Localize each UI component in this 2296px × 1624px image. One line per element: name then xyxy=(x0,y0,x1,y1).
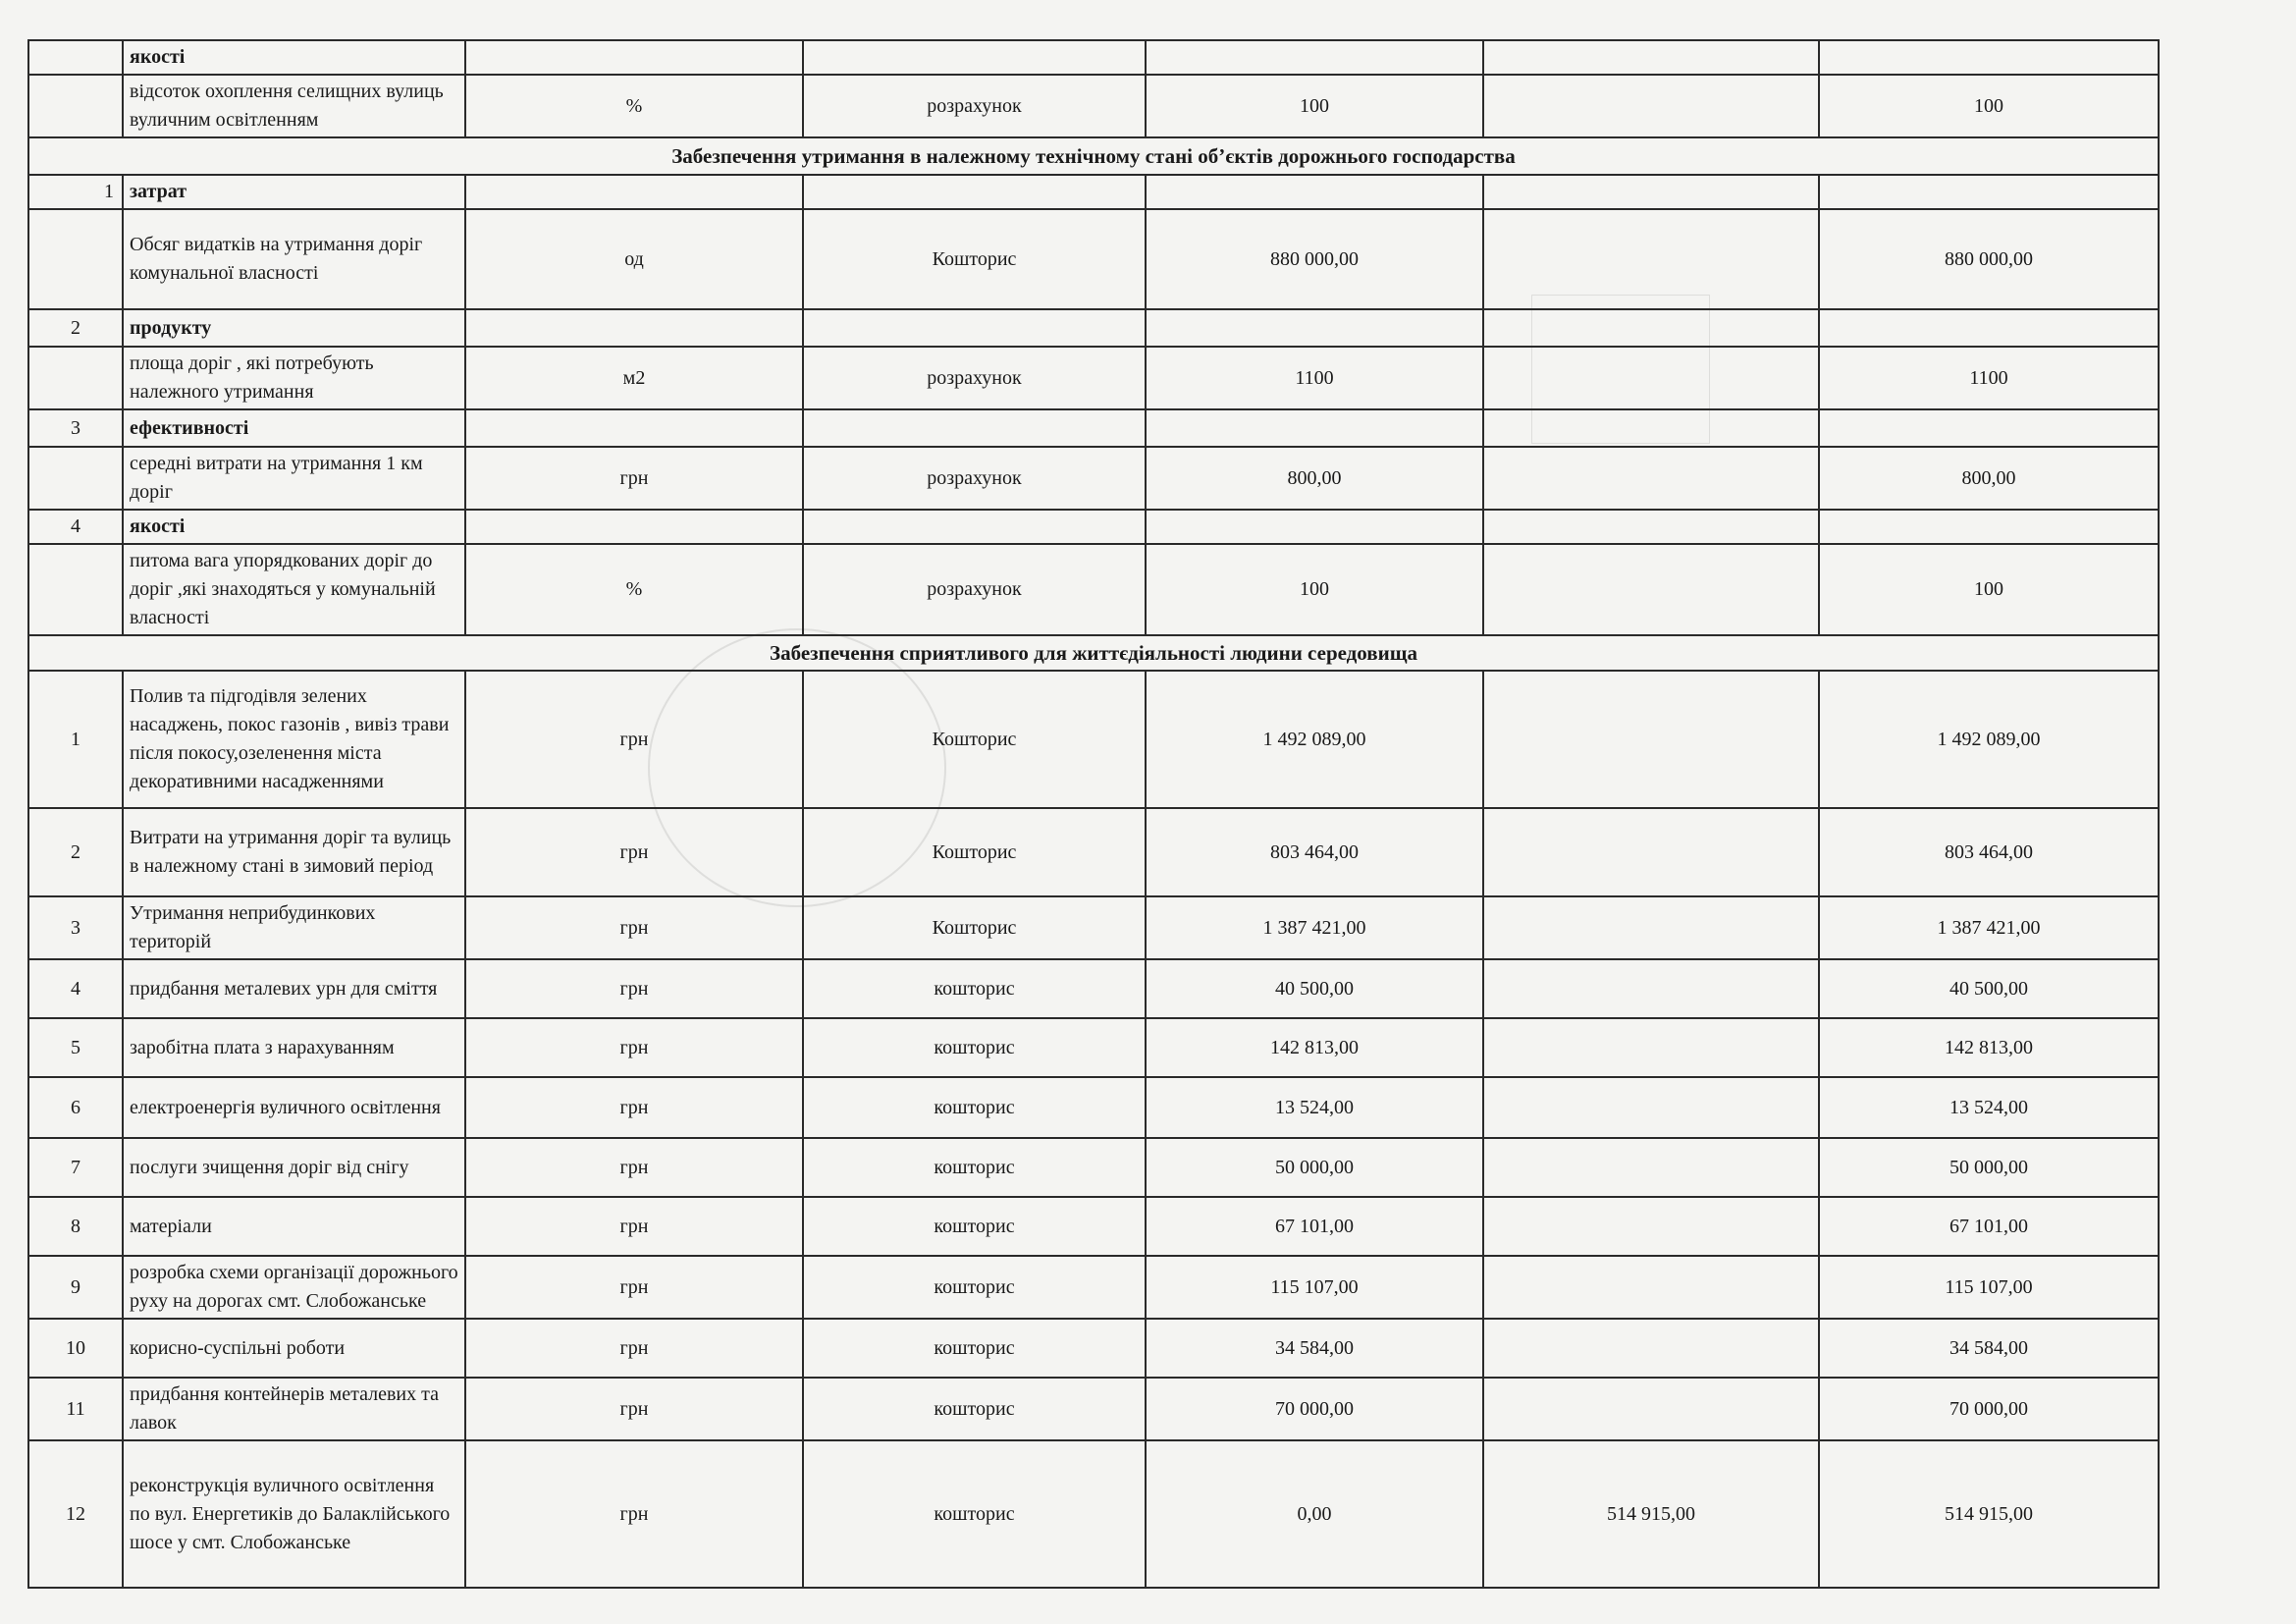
row-number xyxy=(28,209,123,309)
total-value: 40 500,00 xyxy=(1819,959,2159,1018)
general-fund-value: 40 500,00 xyxy=(1146,959,1483,1018)
indicator-name: корисно-суспільні роботи xyxy=(123,1319,465,1378)
unit-of-measure: м2 xyxy=(465,347,803,409)
indicator-name: заробітна плата з нарахуванням xyxy=(123,1018,465,1077)
total-value: 67 101,00 xyxy=(1819,1197,2159,1256)
empty-cell xyxy=(465,175,803,209)
total-value: 880 000,00 xyxy=(1819,209,2159,309)
empty-cell xyxy=(803,309,1146,347)
row-number: 10 xyxy=(28,1319,123,1378)
table-row xyxy=(28,1018,2159,1077)
empty-cell xyxy=(1819,40,2159,75)
indicator-name: Утримання неприбудинкових територій xyxy=(123,896,465,959)
section-title: Забезпечення утримання в належному технічному стані об’єктів дорожнього господарства xyxy=(28,137,2159,175)
total-value: 1 492 089,00 xyxy=(1819,671,2159,808)
total-value: 803 464,00 xyxy=(1819,808,2159,896)
special-fund-value xyxy=(1483,1197,1819,1256)
special-fund-value xyxy=(1483,447,1819,510)
total-value: 1 387 421,00 xyxy=(1819,896,2159,959)
information-source: розрахунок xyxy=(803,544,1146,635)
table-row xyxy=(28,347,2159,409)
total-value: 115 107,00 xyxy=(1819,1256,2159,1319)
table-row xyxy=(28,1197,2159,1256)
table-row xyxy=(28,75,2159,137)
unit-of-measure: грн xyxy=(465,896,803,959)
section-header-row xyxy=(28,137,2159,175)
table-row xyxy=(28,1440,2159,1588)
special-fund-value xyxy=(1483,808,1819,896)
indicator-category-row xyxy=(28,510,2159,544)
empty-cell xyxy=(1483,40,1819,75)
general-fund-value: 50 000,00 xyxy=(1146,1138,1483,1197)
table-row xyxy=(28,896,2159,959)
unit-of-measure: грн xyxy=(465,1319,803,1378)
information-source: кошторис xyxy=(803,1197,1146,1256)
empty-cell xyxy=(465,40,803,75)
general-fund-value: 67 101,00 xyxy=(1146,1197,1483,1256)
special-fund-value xyxy=(1483,896,1819,959)
budget-indicators-table xyxy=(27,39,2160,1589)
section-header-row xyxy=(28,635,2159,671)
special-fund-value xyxy=(1483,1378,1819,1440)
general-fund-value: 34 584,00 xyxy=(1146,1319,1483,1378)
general-fund-value: 803 464,00 xyxy=(1146,808,1483,896)
special-fund-value xyxy=(1483,1256,1819,1319)
indicator-name: площа доріг , які потребують належного утримання xyxy=(123,347,465,409)
information-source: розрахунок xyxy=(803,447,1146,510)
indicator-name: реконструкція вуличного освітлення по вул. Енергетиків до Балаклійського шосе у смт. Слобожанське xyxy=(123,1440,465,1588)
indicator-name: відсоток охоплення селищних вулиць вуличним освітленням xyxy=(123,75,465,137)
general-fund-value: 1100 xyxy=(1146,347,1483,409)
indicator-name: матеріали xyxy=(123,1197,465,1256)
empty-cell xyxy=(465,409,803,447)
information-source: Кошторис xyxy=(803,671,1146,808)
empty-cell xyxy=(803,175,1146,209)
row-number: 4 xyxy=(28,959,123,1018)
row-number: 4 xyxy=(28,510,123,544)
empty-cell xyxy=(1146,309,1483,347)
indicator-name: послуги зчищення доріг від снігу xyxy=(123,1138,465,1197)
special-fund-value xyxy=(1483,1077,1819,1138)
general-fund-value: 13 524,00 xyxy=(1146,1077,1483,1138)
information-source: Кошторис xyxy=(803,896,1146,959)
unit-of-measure: грн xyxy=(465,1138,803,1197)
row-number: 1 xyxy=(28,175,123,209)
unit-of-measure: грн xyxy=(465,671,803,808)
special-fund-value xyxy=(1483,209,1819,309)
indicator-name: придбання контейнерів металевих та лавок xyxy=(123,1378,465,1440)
table-row xyxy=(28,447,2159,510)
row-number: 11 xyxy=(28,1378,123,1440)
information-source: кошторис xyxy=(803,1138,1146,1197)
section-title: Забезпечення сприятливого для життєдіяльності людини середовища xyxy=(28,635,2159,671)
general-fund-value: 880 000,00 xyxy=(1146,209,1483,309)
row-number: 9 xyxy=(28,1256,123,1319)
indicator-category: продукту xyxy=(123,309,465,347)
information-source: кошторис xyxy=(803,1378,1146,1440)
unit-of-measure: грн xyxy=(465,959,803,1018)
empty-cell xyxy=(803,409,1146,447)
special-fund-value xyxy=(1483,959,1819,1018)
general-fund-value: 1 387 421,00 xyxy=(1146,896,1483,959)
table-row xyxy=(28,1077,2159,1138)
table-row xyxy=(28,544,2159,635)
indicator-name: Обсяг видатків на утримання доріг комунальної власності xyxy=(123,209,465,309)
general-fund-value: 800,00 xyxy=(1146,447,1483,510)
row-number xyxy=(28,447,123,510)
unit-of-measure: грн xyxy=(465,447,803,510)
empty-cell xyxy=(1819,309,2159,347)
general-fund-value: 1 492 089,00 xyxy=(1146,671,1483,808)
total-value: 34 584,00 xyxy=(1819,1319,2159,1378)
empty-cell xyxy=(1819,510,2159,544)
total-value: 100 xyxy=(1819,75,2159,137)
empty-cell xyxy=(1483,309,1819,347)
indicator-name: питома вага упорядкованих доріг до доріг ,які знаходяться у комунальній власності xyxy=(123,544,465,635)
empty-cell xyxy=(1146,175,1483,209)
empty-cell xyxy=(465,309,803,347)
unit-of-measure: грн xyxy=(465,1077,803,1138)
special-fund-value xyxy=(1483,347,1819,409)
indicator-category-row xyxy=(28,409,2159,447)
indicator-category-row xyxy=(28,40,2159,75)
indicator-category: якості xyxy=(123,40,465,75)
indicator-name: Витрати на утримання доріг та вулиць в належному стані в зимовий період xyxy=(123,808,465,896)
information-source: кошторис xyxy=(803,959,1146,1018)
row-number: 1 xyxy=(28,671,123,808)
general-fund-value: 142 813,00 xyxy=(1146,1018,1483,1077)
general-fund-value: 0,00 xyxy=(1146,1440,1483,1588)
total-value: 800,00 xyxy=(1819,447,2159,510)
total-value: 1100 xyxy=(1819,347,2159,409)
information-source: кошторис xyxy=(803,1077,1146,1138)
table-row xyxy=(28,1138,2159,1197)
row-number: 3 xyxy=(28,409,123,447)
row-number: 7 xyxy=(28,1138,123,1197)
unit-of-measure: грн xyxy=(465,1378,803,1440)
empty-cell xyxy=(1146,40,1483,75)
total-value: 13 524,00 xyxy=(1819,1077,2159,1138)
special-fund-value xyxy=(1483,1138,1819,1197)
unit-of-measure: грн xyxy=(465,1197,803,1256)
total-value: 142 813,00 xyxy=(1819,1018,2159,1077)
indicator-name: середні витрати на утримання 1 км доріг xyxy=(123,447,465,510)
table-row xyxy=(28,1319,2159,1378)
unit-of-measure: грн xyxy=(465,808,803,896)
total-value: 514 915,00 xyxy=(1819,1440,2159,1588)
special-fund-value xyxy=(1483,75,1819,137)
indicator-category: затрат xyxy=(123,175,465,209)
row-number xyxy=(28,75,123,137)
row-number xyxy=(28,544,123,635)
row-number: 5 xyxy=(28,1018,123,1077)
information-source: кошторис xyxy=(803,1018,1146,1077)
table-row xyxy=(28,808,2159,896)
information-source: розрахунок xyxy=(803,347,1146,409)
empty-cell xyxy=(1146,409,1483,447)
total-value: 50 000,00 xyxy=(1819,1138,2159,1197)
indicator-category-row xyxy=(28,175,2159,209)
empty-cell xyxy=(1819,175,2159,209)
special-fund-value xyxy=(1483,544,1819,635)
special-fund-value xyxy=(1483,1319,1819,1378)
information-source: кошторис xyxy=(803,1256,1146,1319)
indicator-category: ефективності xyxy=(123,409,465,447)
document-page xyxy=(27,39,2158,1589)
unit-of-measure: % xyxy=(465,75,803,137)
special-fund-value: 514 915,00 xyxy=(1483,1440,1819,1588)
general-fund-value: 70 000,00 xyxy=(1146,1378,1483,1440)
unit-of-measure: грн xyxy=(465,1256,803,1319)
empty-cell xyxy=(1483,175,1819,209)
table-row xyxy=(28,1378,2159,1440)
row-number: 8 xyxy=(28,1197,123,1256)
unit-of-measure: од xyxy=(465,209,803,309)
indicator-name: придбання металевих урн для сміття xyxy=(123,959,465,1018)
special-fund-value xyxy=(1483,671,1819,808)
general-fund-value: 100 xyxy=(1146,544,1483,635)
indicator-name: Полив та підгодівля зелених насаджень, покос газонів , вивіз трави після покосу,озеленення міста декоративними насадженнями xyxy=(123,671,465,808)
unit-of-measure: грн xyxy=(465,1440,803,1588)
indicator-name: електроенергія вуличного освітлення xyxy=(123,1077,465,1138)
table-row xyxy=(28,671,2159,808)
empty-cell xyxy=(803,40,1146,75)
unit-of-measure: % xyxy=(465,544,803,635)
row-number: 12 xyxy=(28,1440,123,1588)
row-number: 2 xyxy=(28,309,123,347)
row-number: 3 xyxy=(28,896,123,959)
total-value: 100 xyxy=(1819,544,2159,635)
general-fund-value: 115 107,00 xyxy=(1146,1256,1483,1319)
table-row xyxy=(28,1256,2159,1319)
indicator-category-row xyxy=(28,309,2159,347)
empty-cell xyxy=(1483,510,1819,544)
indicator-category: якості xyxy=(123,510,465,544)
empty-cell xyxy=(1146,510,1483,544)
row-number xyxy=(28,40,123,75)
special-fund-value xyxy=(1483,1018,1819,1077)
information-source: Кошторис xyxy=(803,808,1146,896)
information-source: розрахунок xyxy=(803,75,1146,137)
information-source: кошторис xyxy=(803,1440,1146,1588)
row-number: 6 xyxy=(28,1077,123,1138)
empty-cell xyxy=(1483,409,1819,447)
row-number: 2 xyxy=(28,808,123,896)
general-fund-value: 100 xyxy=(1146,75,1483,137)
information-source: кошторис xyxy=(803,1319,1146,1378)
unit-of-measure: грн xyxy=(465,1018,803,1077)
information-source: Кошторис xyxy=(803,209,1146,309)
table-row xyxy=(28,209,2159,309)
indicator-name: розробка схеми організації дорожнього руху на дорогах смт. Слобожанське xyxy=(123,1256,465,1319)
empty-cell xyxy=(803,510,1146,544)
empty-cell xyxy=(465,510,803,544)
total-value: 70 000,00 xyxy=(1819,1378,2159,1440)
table-row xyxy=(28,959,2159,1018)
empty-cell xyxy=(1819,409,2159,447)
row-number xyxy=(28,347,123,409)
